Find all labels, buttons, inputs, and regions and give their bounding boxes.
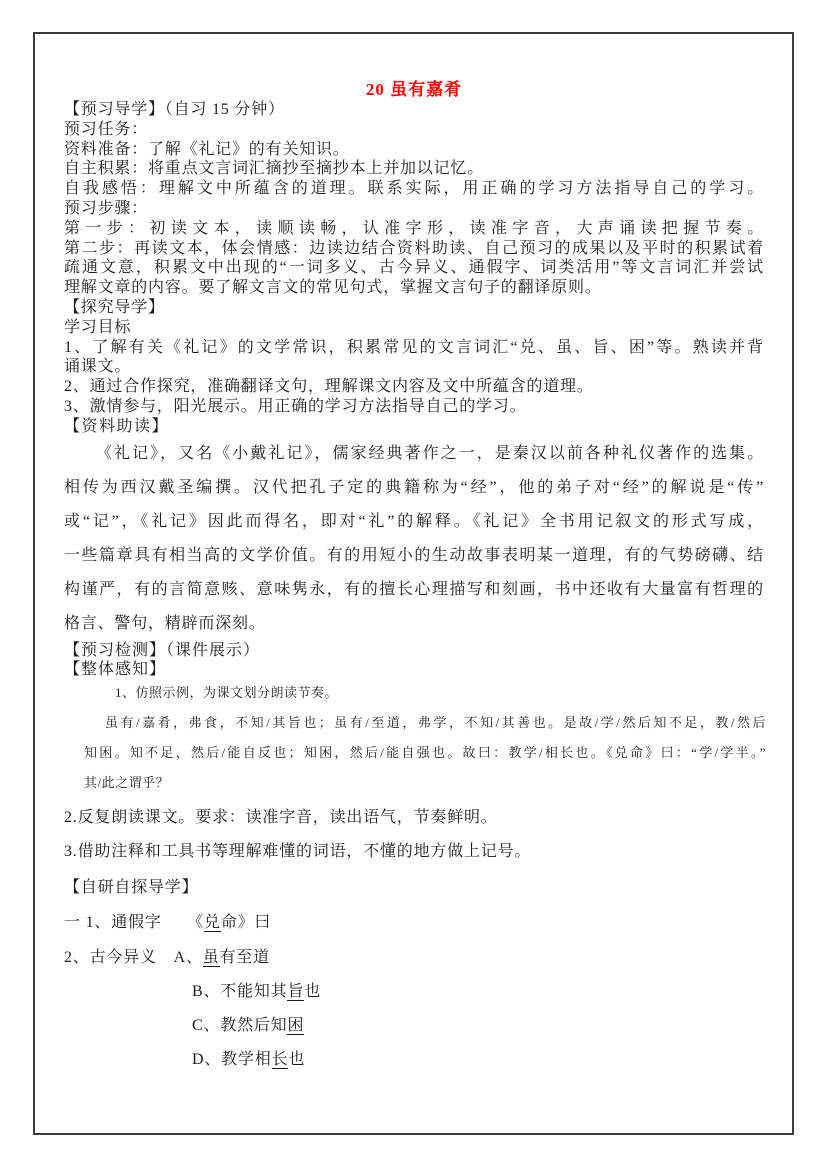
page-content [64,32,764,1074]
intro-line-xuexi-mubiao: 学习目标 [64,318,132,336]
intro-line-ziwo-ganwu: 自我感悟：理解文中所蕴含的道理。联系实际，用正确的学习方法指导自己的学习。 [64,180,764,198]
intro-line-yuxi-daoxue: 【预习导学】（自习 15 分钟） [64,101,285,118]
gujinyiyi-pre: 2、古今异义 A、 [64,949,203,967]
reading-rhythm-passage [84,708,766,798]
liji-paragraph-line: 一些篇章具有相当高的文学价值。有的用短小的生动故事表明某一道理，有的气势磅礴、结 [64,546,764,564]
gujinyiyi-row-c [192,1012,764,1040]
row-d-post: 也 [288,1051,306,1069]
intro-line-ziliao-zhunbei: 资料准备：了解《礼记》的有关知识。 [64,140,350,158]
intro-line-goal2: 2、通过合作探究，准确翻译文句，理解课文内容及文中所蕴含的道理。 [64,378,594,396]
intro-line-step2-c: 理解文章的内容。要了解文言文的常见句式，掌握文言句子的翻译原则。 [64,279,602,297]
intro-line-step2-a: 第二步：再读文本，体会情感：边读边结合资料助读、自己预习的成果以及平时的积累试着 [64,239,764,257]
document-title: 20 虽有嘉肴 [365,80,463,99]
ganzhi-item-1: 1、仿照示例，为课文划分朗读节奏。 [115,685,339,701]
row-d-pre: D、教学相 [192,1051,272,1069]
gujinyiyi-post: 有至道 [219,949,270,967]
liji-paragraph-line: 或“记”，《礼记》因此而得名，即对“礼”的解释。《礼记》全书用记叙文的形式写成， [64,512,764,530]
intro-line-buzhou: 预习步骤： [64,199,149,217]
preview-guide-section [64,100,764,417]
intro-line-step1: 第一步：初读文本，读顺读畅，认准字形，读准字音，大声诵读把握节奏。 [64,219,764,237]
intro-line-step2-b: 疏通文意，积累文中出现的“一词多义、古今异义、通假字、词类活用”等文言词汇并尝试 [64,259,764,277]
section-header-ziliao-zhudu: 【资料助读】 [64,417,170,435]
intro-line-goal1-b: 诵课文。 [64,358,132,376]
row-c-underlined-char: 困 [287,1017,305,1035]
gujinyiyi-underlined-char: 虽 [202,949,220,967]
intro-line-renwu: 预习任务： [64,120,149,138]
row-c-pre: C、教然后知 [192,1017,288,1035]
intro-line-tanjiu-daoxue: 【探究导学】 [64,298,165,316]
gujinyiyi-row-a [64,944,764,972]
row-b-underlined-char: 旨 [287,983,305,1001]
row-b-pre: B、不能知其 [192,983,288,1001]
liji-paragraph-line: 格言、警句，精辟而深刻。 [64,614,266,632]
gujinyiyi-row-b [192,978,764,1006]
row-d-underlined-char: 长 [271,1051,289,1069]
liji-paragraph-line: 相传为西汉戴圣编撰。汉代把孔子定的典籍称为“经”，他的弟子对“经”的解说是“传” [64,478,764,496]
passage-line: 其/此之谓乎？ [84,775,170,791]
liji-paragraph-line: 构谨严，有的言简意赅、意味隽永，有的擅长心理描写和刻画，书中还收有大量富有哲理的 [64,580,764,598]
gujinyiyi-row-d [192,1046,764,1074]
liji-intro-paragraph [64,437,764,641]
row-b-post: 也 [304,983,322,1001]
section-header-yuxi-jiance: 【预习检测】（课件展示） [64,641,261,659]
ganzhi-item-3: 3.借助注释和工具书等理解难懂的词语，不懂的地方做上记号。 [64,843,532,861]
intro-line-goal1-a: 1、了解有关《礼记》的文学常识，积累常见的文言词汇“兑、虽、旨、困”等。熟读并背 [64,338,764,356]
intro-line-zizhu-jilei: 自主积累：将重点文言词汇摘抄至摘抄本上并加以记忆。 [64,160,485,178]
intro-line-goal3: 3、激情参与，阳光展示。用正确的学习方法指导自己的学习。 [64,397,527,415]
tongjiazi-underlined-char: 兑 [204,914,221,932]
section-header-zixue-daoxue: 【自研自探导学】 [64,879,199,897]
ganzhi-item-2: 2.反复朗读课文。要求：读准字音，读出语气，节奏鲜明。 [64,809,498,827]
tongjiazi-pre: 一 1、通假字 《 [64,914,205,932]
tongjiazi-post: 命》曰 [220,914,272,932]
passage-line: 虽有/嘉肴，弗食，不知/其旨也；虽有/至道，弗学，不知/其善也。是故/学/然后知不足，教/然后 [105,715,766,731]
liji-paragraph-line: 《礼记》，又名《小戴礼记》，儒家经典著作之一，是秦汉以前各种礼仪著作的选集。 [96,444,764,462]
tongjiazi-row [64,909,764,937]
section-header-zhengti-ganzhi: 【整体感知】 [64,661,167,679]
passage-line: 知困。知不足，然后/能自反也；知困，然后/能自强也。故曰：教学/相长也。《兑命》曰：“学/学半。” [84,745,766,761]
